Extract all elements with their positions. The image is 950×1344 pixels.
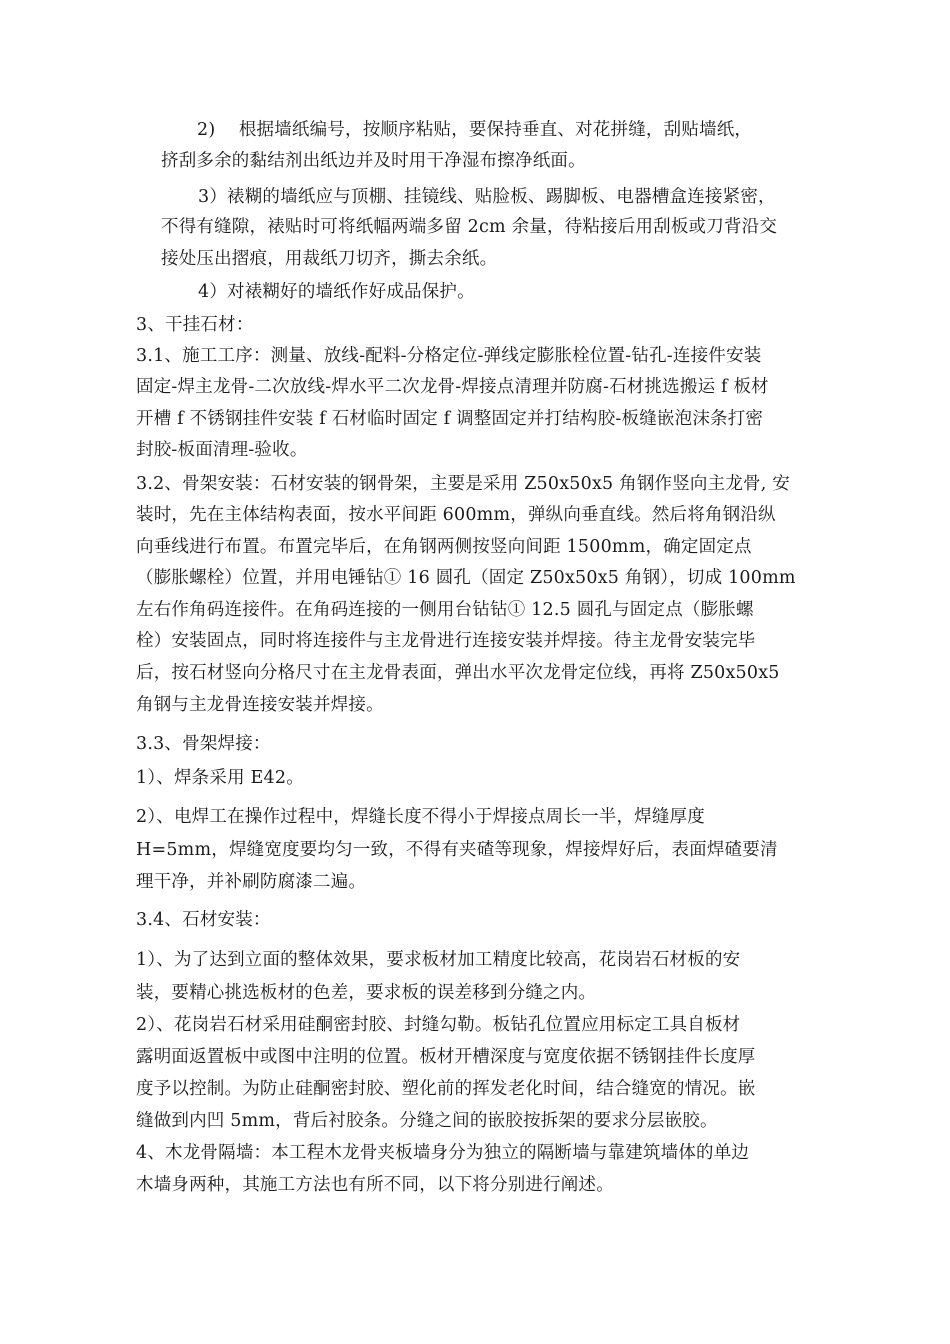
- text-line: 4）对裱糊好的墙纸作好成品保护。: [198, 282, 475, 302]
- text-line: 3.2、骨架安装：石材安装的钢骨架，主要是采用 Z50x50x5 角钢作竖向主龙骨, 安: [136, 474, 790, 494]
- text-line: 向垂线进行布置。布置完毕后，在角钢两侧按竖向间距 1500mm，确定固定点: [136, 537, 752, 557]
- text-line: 2) 根据墙纸编号，按顺序粘贴，要保持垂直、对花拼缝，刮贴墙纸，: [197, 120, 753, 140]
- text-line: 3）裱糊的墙纸应与顶棚、挂镜线、贴脸板、踢脚板、电器槽盒连接紧密，: [198, 187, 776, 207]
- text-line: （膨胀螺栓）位置，并用电锤钻① 16 圆孔（固定 Z50x50x5 角钢），切成 100mm: [136, 568, 796, 588]
- text-line: 2）、电焊工在操作过程中，焊缝长度不得小于焊接点周长一半，焊缝厚度: [136, 807, 705, 827]
- text-line: 2）、花岗岩石材采用硅酮密封胶、封缝勾勒。板钻孔位置应用标定工具自板材: [136, 1015, 741, 1035]
- text-line: 1）、为了达到立面的整体效果，要求板材加工精度比较高，花岗岩石材板的安: [136, 950, 741, 970]
- text-line: 左右作角码连接件。在角码连接的一侧用台钻钻① 12.5 圆孔与固定点（膨胀螺: [136, 600, 754, 620]
- section-heading: 3.3、骨架焊接：: [136, 734, 271, 754]
- text-line: 装，要精心挑选板材的色差，要求板的误差移到分缝之内。: [136, 983, 597, 1003]
- section-heading: 3.4、石材安装：: [136, 910, 271, 930]
- section-heading: 3、干挂石材：: [136, 315, 254, 335]
- text-line: 固定-焊主龙骨-二次放线-焊水平二次龙骨-焊接点清理并防腐-石材挑选搬运 f 板材: [136, 377, 769, 397]
- text-line: 度予以控制。为防止硅酮密封胶、塑化前的挥发老化时间，结合缝宽的情况。嵌: [136, 1079, 756, 1099]
- text-line: 后，按石材竖向分格尺寸在主龙骨表面，弹出水平次龙骨定位线，再将 Z50x50x5: [136, 663, 780, 683]
- text-line: 露明面返置板中或图中注明的位置。板材开槽深度与宽度依据不锈钢挂件长度厚: [136, 1047, 756, 1067]
- text-line: H=5mm，焊缝宽度要均匀一致，不得有夹碴等现象，焊接焊好后，表面焊碴要清: [136, 840, 778, 860]
- text-line: 角钢与主龙骨连接安装并焊接。: [136, 695, 384, 715]
- text-line: 1）、焊条采用 E42。: [136, 768, 304, 788]
- text-line: 栓）安装固点，同时将连接件与主龙骨进行连接安装并焊接。待主龙骨安装完毕: [136, 631, 756, 651]
- section-heading: 4、木龙骨隔墙：本工程木龙骨夹板墙身分为独立的隔断墙与靠建筑墙体的单边: [136, 1143, 750, 1163]
- text-line: 封胶-板面清理-验收。: [136, 440, 308, 460]
- text-line: 开槽 f 不锈钢挂件安装 f 石材临时固定 f 调整固定并打结构胶-板缝嵌泡沫条打密: [136, 409, 764, 429]
- text-line: 装时，先在主体结构表面，按水平间距 600mm，弹纵向垂直线。然后将角钢沿纵: [136, 505, 776, 525]
- text-line: 缝做到内凹 5mm，背后衬胶条。分缝之间的嵌胶按拆架的要求分层嵌胶。: [136, 1111, 718, 1131]
- text-line: 挤刮多余的黏结剂出纸边并及时用干净湿布擦净纸面。: [161, 151, 586, 171]
- text-line: 3.1、施工工序：测量、放线-配料-分格定位-弹线定膨胀栓位置-钻孔-连接件安装: [136, 346, 762, 366]
- text-line: 理干净，并补刷防腐漆二遍。: [136, 872, 367, 892]
- text-line: 木墙身两种，其施工方法也有所不同，以下将分别进行阐述。: [136, 1175, 614, 1195]
- text-line: 不得有缝隙，裱贴时可将纸幅两端多留 2cm 余量，待粘接后用刮板或刀背沿交: [161, 217, 778, 237]
- text-line: 接处压出摺痕，用裁纸刀切齐，撕去余纸。: [161, 249, 498, 269]
